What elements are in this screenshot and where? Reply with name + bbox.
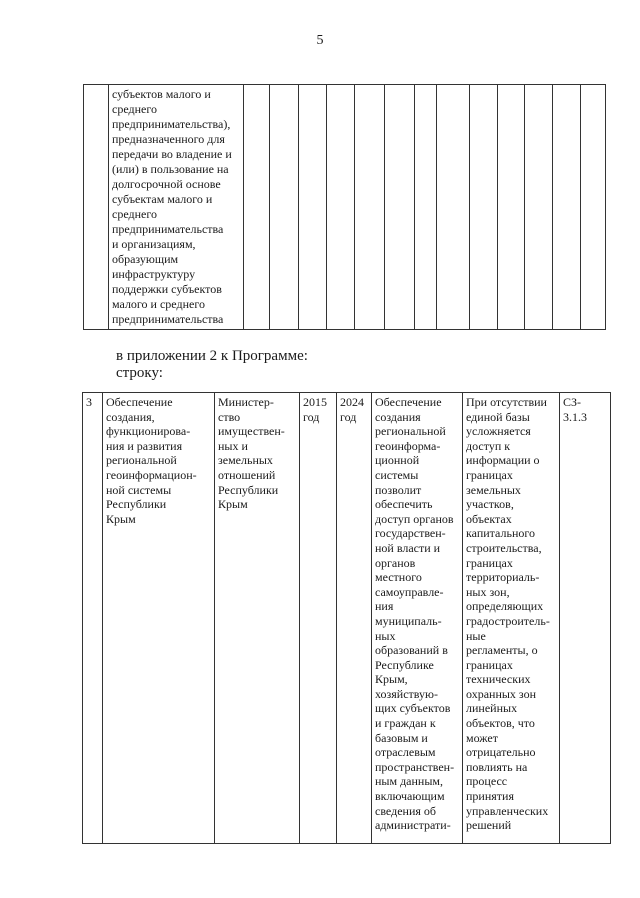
table-cell bbox=[103, 393, 215, 844]
start-year: 2015 год bbox=[303, 395, 327, 424]
table-cell bbox=[270, 85, 299, 330]
table-row bbox=[83, 393, 611, 844]
table-cell bbox=[215, 393, 300, 844]
table-cell bbox=[553, 85, 581, 330]
table-cell bbox=[498, 85, 525, 330]
table-row bbox=[84, 85, 606, 330]
table-cell bbox=[83, 393, 103, 844]
table-cell bbox=[109, 85, 244, 330]
table-cell bbox=[525, 85, 553, 330]
table-cell bbox=[355, 85, 385, 330]
expected-result: Обеспечение создания региональной геоинформа- ционной системы позволит обеспечить доступ органов государствен- ной власти и органов местного самоуправле- ния муниципаль- ных образований в Республике Крым, хозяйствую- щих субъектов и граждан к базовым и отраслевым пространствен- ным данным, включающим сведения об администрати- bbox=[375, 395, 455, 833]
intro-line-appendix: в приложении 2 к Программе: bbox=[116, 348, 308, 364]
measure-text: субъектов малого и среднего предпринимательства), предназначенного для передачи во владение и (или) в пользование на долгосрочной основе субъектам малого и среднего предпринимательства и организациям, образующим инфраструктуру поддержки субъектов малого и среднего предпринимательства bbox=[112, 87, 232, 326]
table-cell bbox=[581, 85, 606, 330]
row-number: 3 bbox=[86, 395, 92, 409]
consequences: При отсутствии единой базы усложняется доступ к информации о границах земельных участков, объектах капитального строительства, границах территориаль- ных зон, определяющих градостроитель- ные регламенты, о границах технических охранных зон линейных объектов, что может отрицательно повлиять на процесс принятия управленческих решений bbox=[466, 395, 550, 833]
intro-line-row: строку: bbox=[116, 365, 163, 381]
executor: Министер- ство имуществен- ных и земельных отношений Республики Крым bbox=[218, 395, 285, 512]
indicator-code: СЗ- 3.1.3 bbox=[563, 395, 587, 424]
end-year: 2024 год bbox=[340, 395, 364, 424]
table-cell bbox=[244, 85, 270, 330]
table-cell bbox=[463, 393, 560, 844]
table-appendix-row bbox=[82, 392, 611, 844]
table-cell bbox=[560, 393, 611, 844]
table-cell bbox=[327, 85, 355, 330]
table-cell bbox=[437, 85, 470, 330]
table-continuation bbox=[83, 84, 606, 330]
table-cell bbox=[415, 85, 437, 330]
page-number: 5 bbox=[316, 33, 324, 48]
table-cell bbox=[337, 393, 372, 844]
table-cell bbox=[372, 393, 463, 844]
table-cell bbox=[84, 85, 109, 330]
table-cell bbox=[300, 393, 337, 844]
table-cell bbox=[385, 85, 415, 330]
table-cell bbox=[470, 85, 498, 330]
table-cell bbox=[299, 85, 327, 330]
measure-name: Обеспечение создания, функционирова- ния и развития региональной геоинформацион- ной системы Республики Крым bbox=[106, 395, 197, 526]
